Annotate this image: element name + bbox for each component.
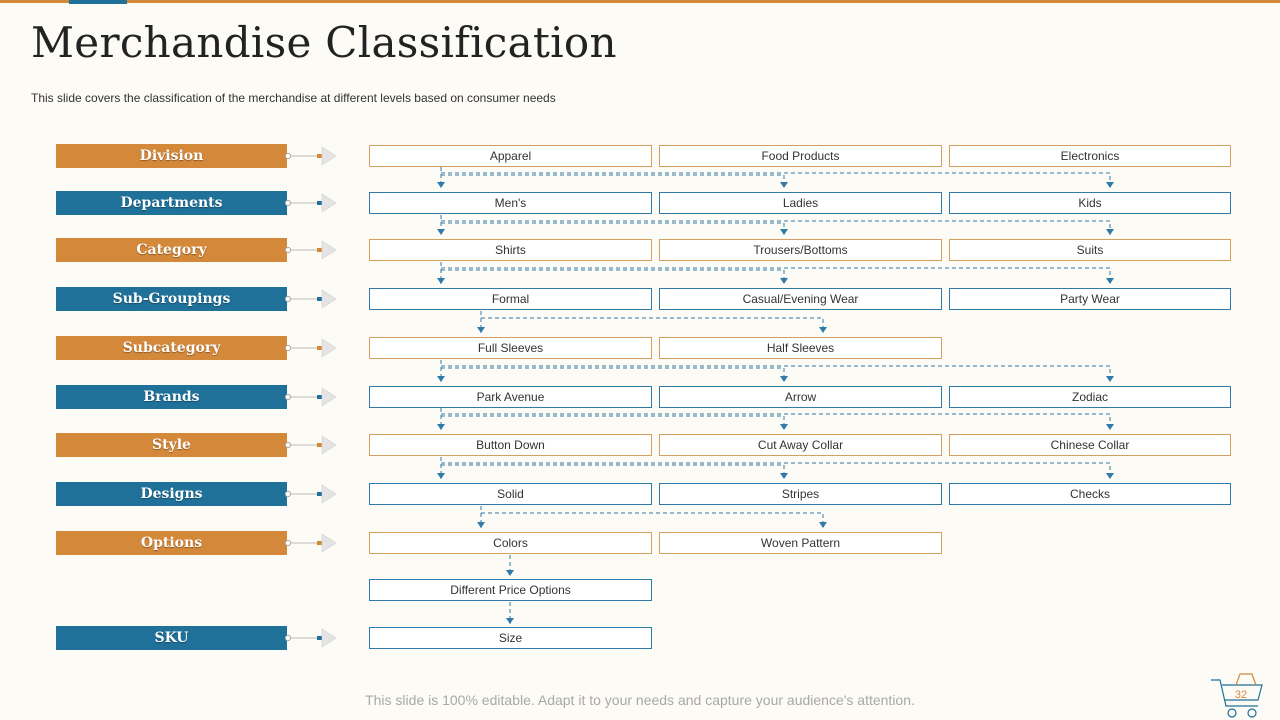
connector-arrow-icon [284,531,338,555]
arrowhead-icon [780,424,788,430]
flow-line [441,366,1110,382]
level-label-options: Options [56,531,287,555]
flow-line [441,465,784,479]
connector-arrow-icon [284,385,338,409]
level-label-division: Division [56,144,287,168]
arrowhead-icon [1106,424,1114,430]
arrowhead-icon [1106,229,1114,235]
flow-line [441,175,784,188]
connector-arrow-icon [284,433,338,457]
connector-arrow-icon [284,287,338,311]
level-label-sub-groupings: Sub-Groupings [56,287,287,311]
flow-line [441,173,1110,188]
level-label-brands: Brands [56,385,287,409]
flow-line [441,270,784,284]
top-accent-bar [0,0,1280,3]
classification-node: Electronics [949,145,1231,167]
classification-node: Zodiac [949,386,1231,408]
classification-node: Different Price Options [369,579,652,601]
flow-line [441,368,784,382]
classification-node: Half Sleeves [659,337,942,359]
arrowhead-icon [437,229,445,235]
arrowhead-icon [506,570,514,576]
connector-arrow-icon [284,144,338,168]
classification-node: Party Wear [949,288,1231,310]
arrowhead-icon [780,473,788,479]
connector-arrow-icon [284,482,338,506]
classification-node: Food Products [659,145,942,167]
level-label-style: Style [56,433,287,457]
classification-node: Suits [949,239,1231,261]
arrowhead-icon [437,473,445,479]
classification-node: Shirts [369,239,652,261]
arrowhead-icon [1106,182,1114,188]
classification-node: Park Avenue [369,386,652,408]
flow-line [441,416,784,430]
arrowhead-icon [437,376,445,382]
classification-node: Woven Pattern [659,532,942,554]
classification-node: Ladies [659,192,942,214]
arrowhead-icon [437,424,445,430]
arrowhead-icon [780,229,788,235]
arrowhead-icon [1106,473,1114,479]
classification-node: Solid [369,483,652,505]
classification-node: Trousers/Bottoms [659,239,942,261]
classification-node: Size [369,627,652,649]
slide-title: Merchandise Classification [31,18,617,67]
level-label-departments: Departments [56,191,287,215]
flow-line [441,414,1110,430]
slide-subtitle: This slide covers the classification of the merchandise at different levels based on consumer needs [31,91,556,105]
arrowhead-icon [819,327,827,333]
classification-node: Stripes [659,483,942,505]
top-accent-tab [69,0,127,4]
arrowhead-icon [506,618,514,624]
level-label-category: Category [56,238,287,262]
classification-node: Full Sleeves [369,337,652,359]
level-label-subcategory: Subcategory [56,336,287,360]
level-label-designs: Designs [56,482,287,506]
footer-note: This slide is 100% editable. Adapt it to your needs and capture your audience's attention. [365,692,915,708]
classification-node: Checks [949,483,1231,505]
connector-arrow-icon [284,191,338,215]
arrowhead-icon [1106,376,1114,382]
flow-line [441,221,1110,235]
classification-node: Chinese Collar [949,434,1231,456]
arrowhead-icon [819,522,827,528]
arrowhead-icon [780,376,788,382]
flow-line [441,463,1110,479]
classification-node: Formal [369,288,652,310]
arrowhead-icon [437,278,445,284]
flow-line [481,318,823,333]
classification-node: Casual/Evening Wear [659,288,942,310]
arrowhead-icon [437,182,445,188]
arrowhead-icon [1106,278,1114,284]
connector-arrow-icon [284,238,338,262]
flow-line [481,513,823,528]
classification-node: Button Down [369,434,652,456]
arrowhead-icon [477,327,485,333]
flow-line [441,268,1110,284]
level-label-sku: SKU [56,626,287,650]
page-number: 32 [1234,689,1248,701]
classification-node: Kids [949,192,1231,214]
classification-node: Colors [369,532,652,554]
arrowhead-icon [780,182,788,188]
classification-node: Cut Away Collar [659,434,942,456]
classification-node: Apparel [369,145,652,167]
connector-arrow-icon [284,336,338,360]
classification-node: Men's [369,192,652,214]
connector-arrow-icon [284,626,338,650]
flow-line [441,223,784,235]
arrowhead-icon [477,522,485,528]
classification-node: Arrow [659,386,942,408]
arrowhead-icon [780,278,788,284]
